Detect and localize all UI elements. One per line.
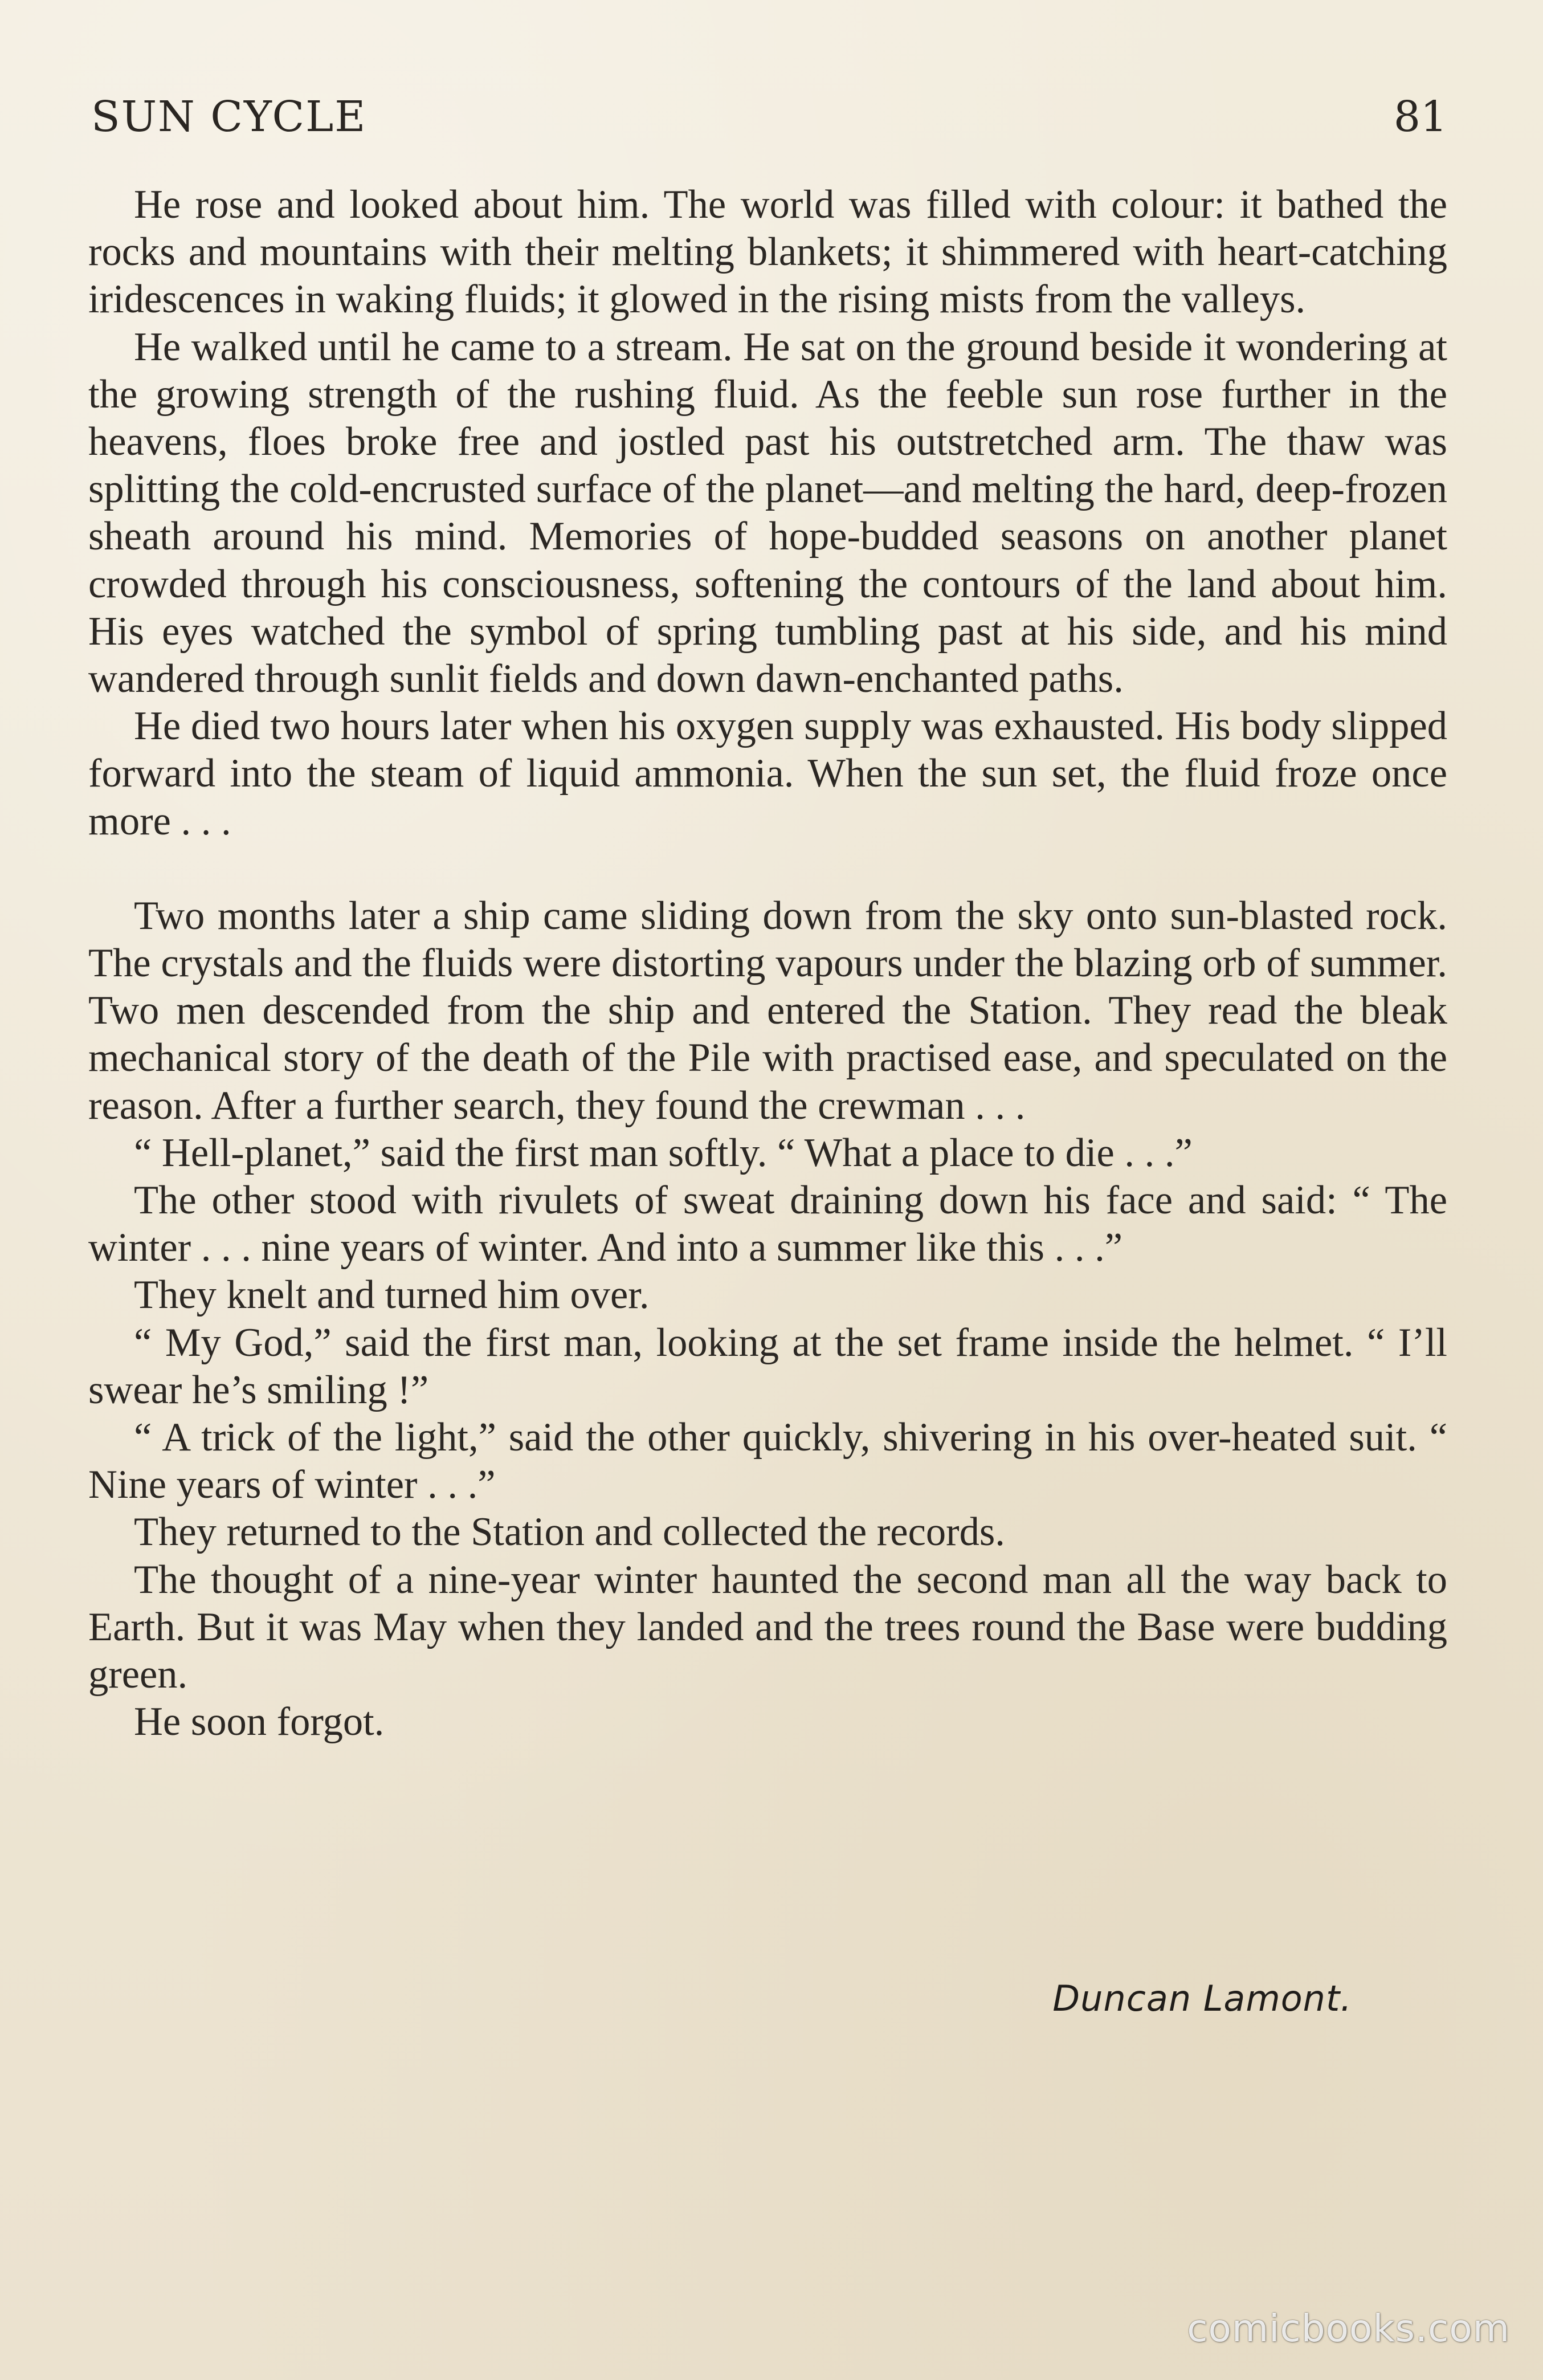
paragraph: Two months later a ship came sliding down from the sky onto sun-blasted rock. The crystals and the fluids were distorting vapours under the blazing orb of summer. Two men descended from the ship and entered the Station. They read the bleak mechanical story of the death of the Pile with practised ease, and speculated on the reason. After a further search, they found the crewman . . .	[88, 893, 1447, 1128]
author-signature: Duncan Lamont.	[1052, 1978, 1352, 2019]
running-title: SUN CYCLE	[91, 92, 367, 141]
running-head	[91, 85, 1447, 148]
section-break	[88, 845, 1447, 892]
paragraph: The other stood with rivulets of sweat draining down his face and said: “ The winter . . . nine years of winter. And into a summer like this . . .”	[88, 1178, 1447, 1270]
paragraph: He walked until he came to a stream. He sat on the ground beside it wondering at the growing strength of the rushing fluid. As the feeble sun rose further in the heavens, floes broke free and jostled past his outstretched arm. The thaw was splitting the cold-encrusted surface of the planet—and melting the hard, deep-frozen sheath around his mind. Memories of hope-budded seasons on another planet crowded through his consciousness, softening the contours of the land about him. His eyes watched the symbol of spring tumbling past at his side, and his mind wandered through sunlit fields and down dawn-enchanted paths.	[88, 324, 1447, 702]
page-number: 81	[1393, 92, 1447, 141]
paragraph: He rose and looked about him. The world was filled with colour: it bathed the rocks and mountains with their melting blankets; it shimmered with heart-catching iridescences in waking fluids; it glowed in the rising mists from the valleys.	[88, 182, 1447, 322]
paragraph: They returned to the Station and collected the records.	[134, 1510, 1005, 1555]
paragraph: The thought of a nine-year winter haunted the second man all the way back to Earth. But it was May when they landed and the trees round the Base were budding green.	[88, 1557, 1447, 1697]
paragraph: He died two hours later when his oxygen supply was exhausted. His body slipped forward into the steam of liquid ammonia. When the sun set, the fluid froze once more . . .	[88, 704, 1447, 843]
watermark: comicbooks.com	[1187, 2306, 1510, 2350]
paragraph: “ A trick of the light,” said the other quickly, shivering in his over-heated suit. “ Nine years of winter . . .”	[88, 1415, 1447, 1507]
paragraph: They knelt and turned him over.	[134, 1273, 650, 1318]
paragraph: “ My God,” said the first man, looking at the set frame inside the helmet. “ I’ll swear he’s smiling !”	[88, 1320, 1447, 1412]
paragraph: He soon forgot.	[134, 1700, 385, 1745]
story-text	[88, 181, 1447, 1746]
paragraph: “ Hell-planet,” said the first man softly. “ What a place to die . . .”	[134, 1130, 1193, 1175]
